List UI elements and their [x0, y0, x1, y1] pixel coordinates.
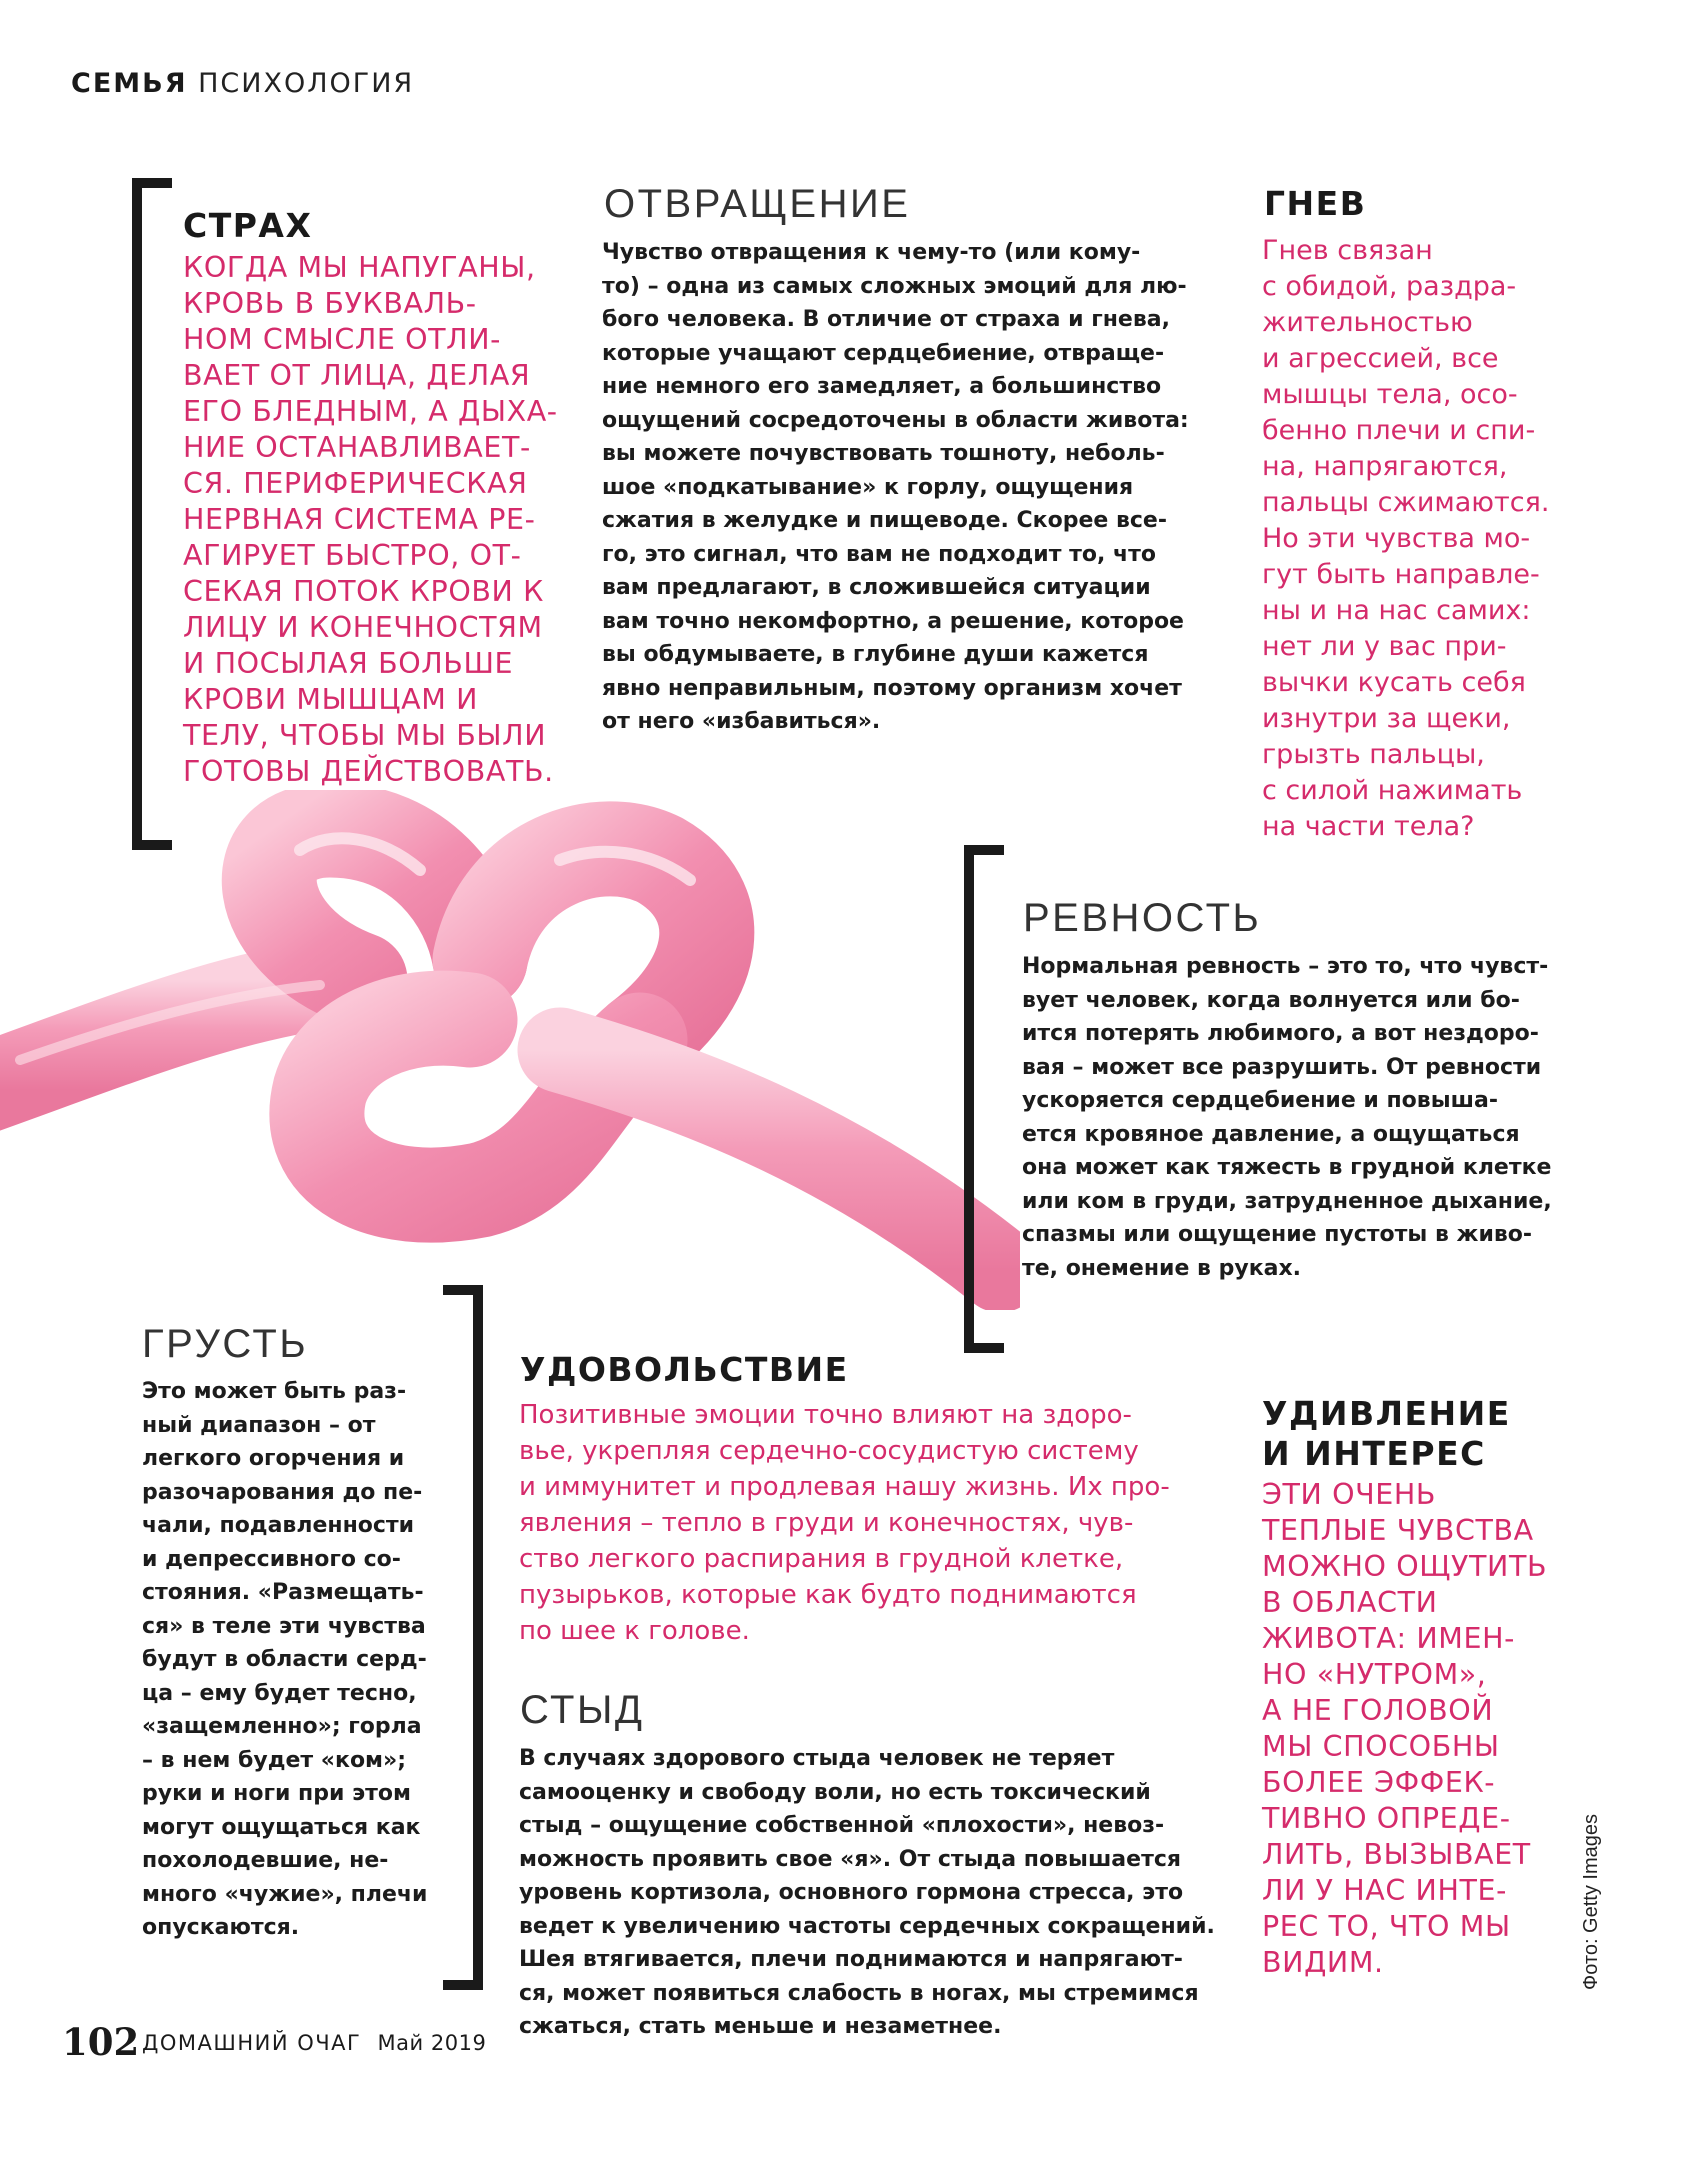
pleasure-title: УДОВОЛЬСТВИЕ	[520, 1350, 849, 1389]
fear-bracket	[132, 178, 172, 850]
disgust-text: Чувство отвращения к чему-то (или кому- то) – одна из самых сложных эмоций для лю- бого человека. В отличие от страха и гнева, которые учащают сердцебиение, отвраще- ние немного его замедляет, а большинство ощущений сосредоточены в области живота: вы можете почувствовать тошноту, неболь- шое «подкатывание» к горлу, ощущения сжатия в желудке и пищеводе. Скорее все- го, это сигнал, что вам не подходит то, что вам предлагают, в сложившейся ситуации вам точно некомфортно, а решение, которое вы обдумываете, в глубине души кажется явно неправильным, поэтому организм хочет от него «избавиться».	[602, 240, 1189, 734]
fear-text: КОГДА МЫ НАПУГАНЫ, КРОВЬ В БУКВАЛЬ- НОМ СМЫСЛЕ ОТЛИ- ВАЕТ ОТ ЛИЦА, ДЕЛАЯ ЕГО БЛЕДНЫМ, А ДЫХА- НИЕ ОСТАНАВЛИВАЕТ- СЯ. ПЕРИФЕРИЧЕСКАЯ НЕРВНАЯ СИСТЕМА РЕ- АГИРУЕТ БЫСТРО, ОТ- СЕКАЯ ПОТОК КРОВИ К ЛИЦУ И КОНЕЧНОСТЯМ И ПОСЫЛАЯ БОЛЬШЕ КРОВИ МЫШЦАМ И ТЕЛУ, ЧТОБЫ МЫ БЫЛИ ГОТОВЫ ДЕЙСТВОВАТЬ.	[183, 251, 558, 788]
issue-date: Май 2019	[377, 2031, 487, 2055]
page-number: 102	[62, 2020, 140, 2064]
magazine-name: ДОМАШНИЙ ОЧАГ	[142, 2031, 362, 2055]
footer-magazine	[142, 2031, 486, 2055]
disgust-title: ОТВРАЩЕНИЕ	[604, 182, 911, 226]
section-header	[71, 68, 414, 99]
anger-title: ГНЕВ	[1264, 184, 1367, 223]
sadness-text: Это может быть раз- ный диапазон – от легкого огорчения и разочарования до пе- чали, подавленности и депрессивного со- стояния. «Размещать- ся» в теле эти чувства будут в области серд- ца – ему будет тесно, «защемленно»; горла – в нем будет «ком»; руки и ноги при этом могут ощущаться как похолодевшие, не- много «чужие», плечи опускаются.	[142, 1379, 428, 1940]
knot-right-strand	[560, 1050, 1000, 1270]
anger-text: Гнев связан с обидой, раздра- жительностью и агрессией, все мышцы тела, осо- бенно плечи и спи- на, напрягаются, пальцы сжимаются. Но эти чувства мо- гут быть направле- ны и на нас самих: нет ли у вас при- вычки кусать себя изнутри за щеки, грызть пальцы, с силой нажимать на части тела?	[1262, 235, 1550, 842]
sadness-title: ГРУСТЬ	[142, 1322, 309, 1366]
jealousy-bracket	[964, 845, 1004, 1353]
sadness-bracket	[443, 1285, 483, 1990]
knot-illustration	[0, 790, 1020, 1310]
shame-text: В случаях здорового стыда человек не теряет самооценку и свободу воли, но есть токсический стыд – ощущение собственной «плохости», невоз- можность проявить свое «я». От стыда повышается уровень кортизола, основного гормона стресса, это ведет к увеличению частоты сердечных сокращений. Шея втягивается, плечи поднимаются и напрягают- ся, может появиться слабость в ногах, мы стремимся сжаться, стать меньше и незаметнее.	[519, 1746, 1215, 2039]
surprise-title: УДИВЛЕНИЕ И ИНТЕРЕС	[1262, 1394, 1511, 1473]
jealousy-title: РЕВНОСТЬ	[1023, 896, 1262, 940]
jealousy-text: Нормальная ревность – это то, что чувст- вует человек, когда волнуется или бо- ится потерять любимого, а вот нездоро- вая – может все разрушить. От ревности ускоряется сердцебиение и повыша- ется кровяное давление, а ощущаться она может как тяжесть в грудной клетке или ком в груди, затрудненное дыхание, спазмы или ощущение пустоты в живо- те, онемение в руках.	[1022, 954, 1552, 1281]
subsection-label: ПСИХОЛОГИЯ	[198, 68, 415, 99]
section-label: СЕМЬЯ	[71, 68, 188, 99]
photo-credit: Фото: Getty Images	[1580, 1814, 1602, 1990]
fear-title: СТРАХ	[183, 206, 313, 245]
surprise-text: ЭТИ ОЧЕНЬ ТЕПЛЫЕ ЧУВСТВА МОЖНО ОЩУТИТЬ В ОБЛАСТИ ЖИВОТА: ИМЕН- НО «НУТРОМ», А НЕ ГОЛОВОЙ МЫ СПОСОБНЫ БОЛЕЕ ЭФФЕК- ТИВНО ОПРЕДЕ- ЛИТЬ, ВЫЗЫВАЕТ ЛИ У НАС ИНТЕ- РЕС ТО, ЧТО МЫ ВИДИМ.	[1262, 1478, 1548, 1979]
pleasure-text: Позитивные эмоции точно влияют на здоро- вье, укрепляя сердечно-сосудистую систему и иммунитет и продлевая нашу жизнь. Их про- явления – тепло в груди и конечностях, чув- ство легкого распирания в грудной клетке, пузырьков, которые как будто поднимаются по шее к голове.	[519, 1400, 1170, 1646]
shame-title: СТЫД	[520, 1688, 645, 1732]
